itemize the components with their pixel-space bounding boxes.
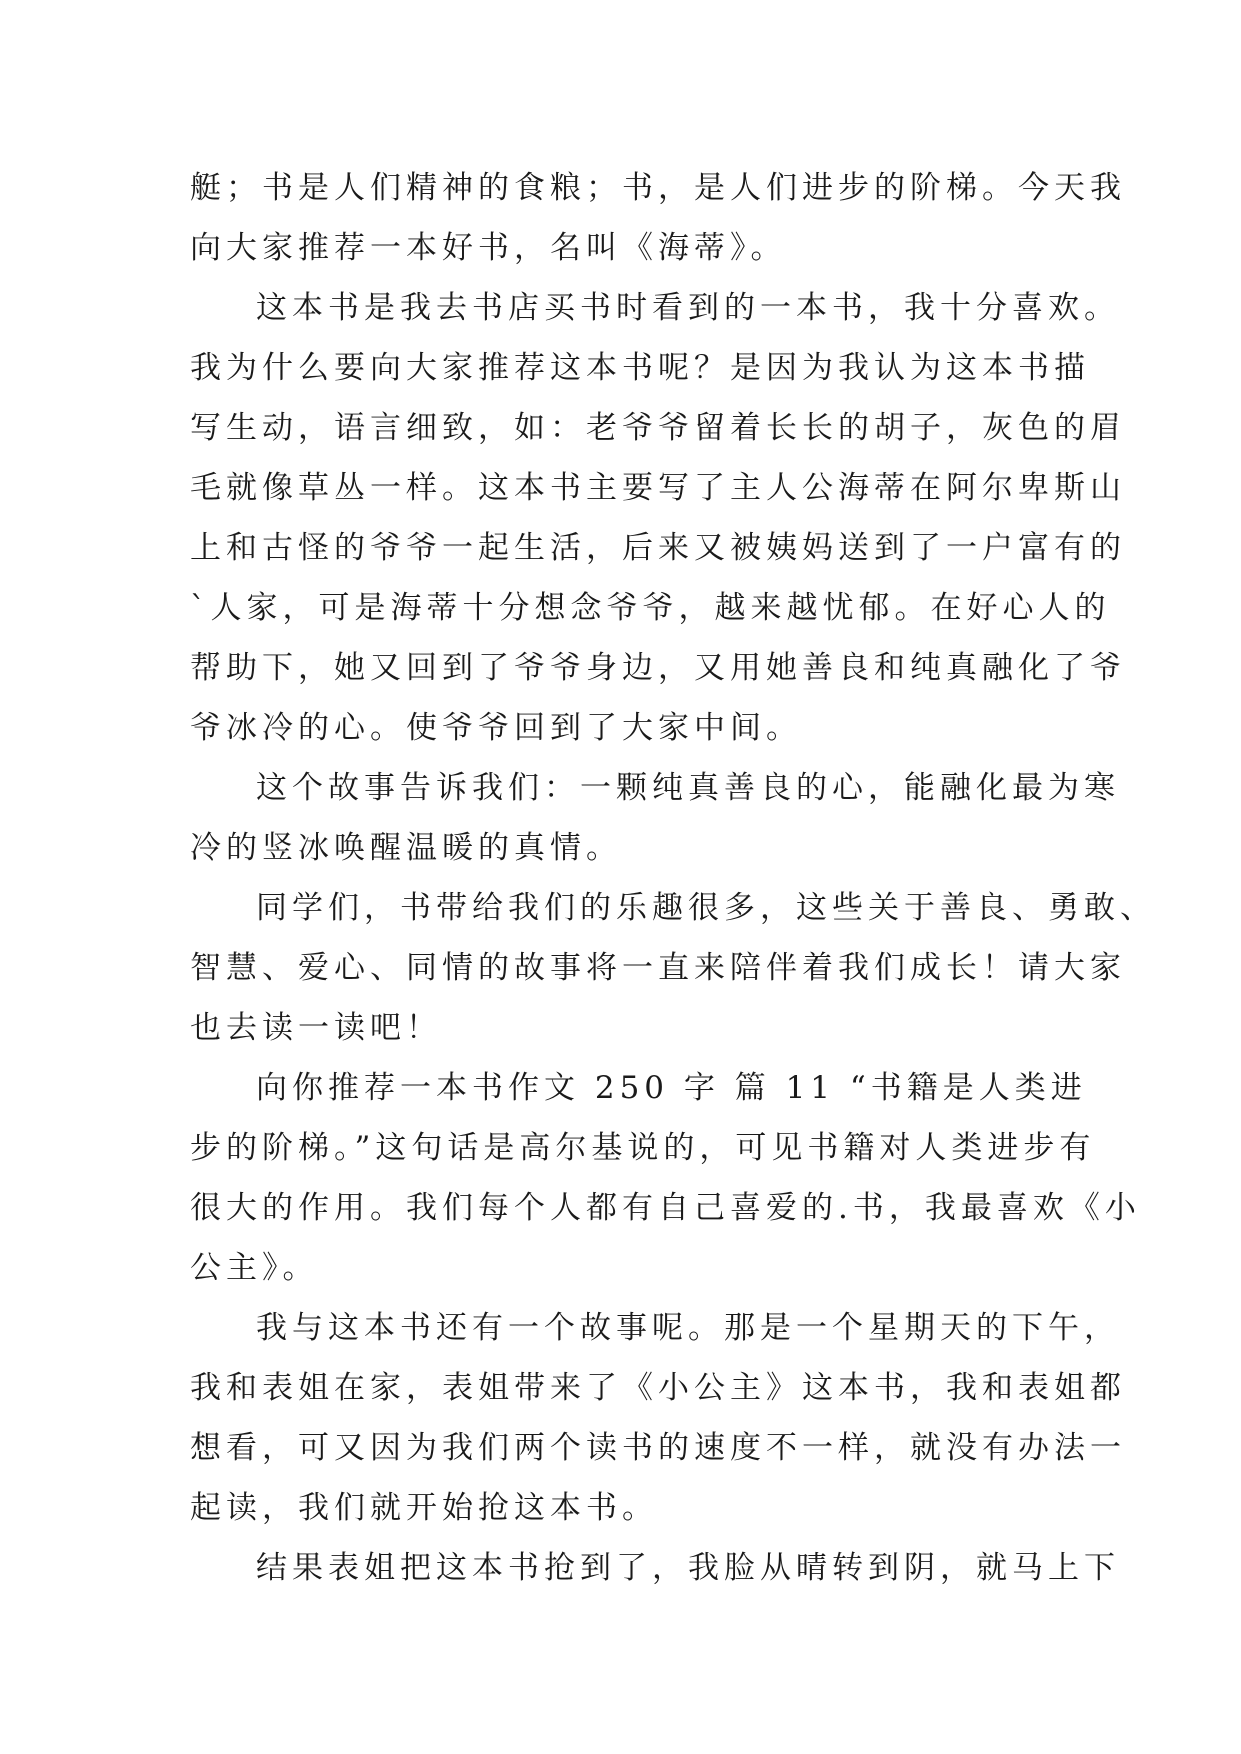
text-line: 结果表姐把这本书抢到了，我脸从晴转到阴，就马上下 (256, 1550, 1120, 1586)
body-text (190, 158, 1156, 1598)
text-line: 艇；书是人们精神的食粮；书，是人们进步的阶梯。今天我 (190, 170, 1126, 206)
text-line: 我为什么要向大家推荐这本书呢？是因为我认为这本书描 (190, 350, 1090, 386)
text-line: 想看，可又因为我们两个读书的速度不一样，就没有办法一 (190, 1430, 1126, 1466)
text-line: 步的阶梯。”这句话是高尔基说的，可见书籍对人类进步有 (190, 1130, 1096, 1166)
text-line: 向大家推荐一本好书，名叫《海蒂》。 (190, 230, 787, 266)
text-line: 我和表姐在家，表姐带来了《小公主》这本书，我和表姐都 (190, 1370, 1126, 1406)
text-line: 向你推荐一本书作文 250 字 篇 11 “书籍是人类进 (256, 1070, 1087, 1106)
text-line: 这本书是我去书店买书时看到的一本书，我十分喜欢。 (256, 290, 1120, 326)
text-line: 智慧、爱心、同情的故事将一直来陪伴着我们成长！请大家 (190, 950, 1126, 986)
text-line: 冷的竖冰唤醒温暖的真情。 (190, 830, 622, 866)
text-line: 我与这本书还有一个故事呢。那是一个星期天的下午， (256, 1310, 1120, 1346)
text-line: 这个故事告诉我们：一颗纯真善良的心，能融化最为寒 (256, 770, 1120, 806)
text-line: 很大的作用。我们每个人都有自己喜爱的.书，我最喜欢《小 (190, 1190, 1141, 1226)
text-line: `人家，可是海蒂十分想念爷爷，越来越忧郁。在好心人的 (190, 590, 1111, 626)
text-line: 毛就像草丛一样。这本书主要写了主人公海蒂在阿尔卑斯山 (190, 470, 1126, 506)
text-line: 帮助下，她又回到了爷爷身边，又用她善良和纯真融化了爷 (190, 650, 1126, 686)
text-line: 爷冰冷的心。使爷爷回到了大家中间。 (190, 710, 802, 746)
text-line: 也去读一读吧！ (190, 1010, 442, 1046)
text-line: 写生动，语言细致，如：老爷爷留着长长的胡子，灰色的眉 (190, 410, 1126, 446)
text-line: 起读，我们就开始抢这本书。 (190, 1490, 658, 1526)
text-line: 上和古怪的爷爷一起生活，后来又被姨妈送到了一户富有的 (190, 530, 1126, 566)
text-line: 同学们，书带给我们的乐趣很多，这些关于善良、勇敢、 (256, 890, 1156, 926)
text-line: 公主》。 (190, 1250, 319, 1286)
